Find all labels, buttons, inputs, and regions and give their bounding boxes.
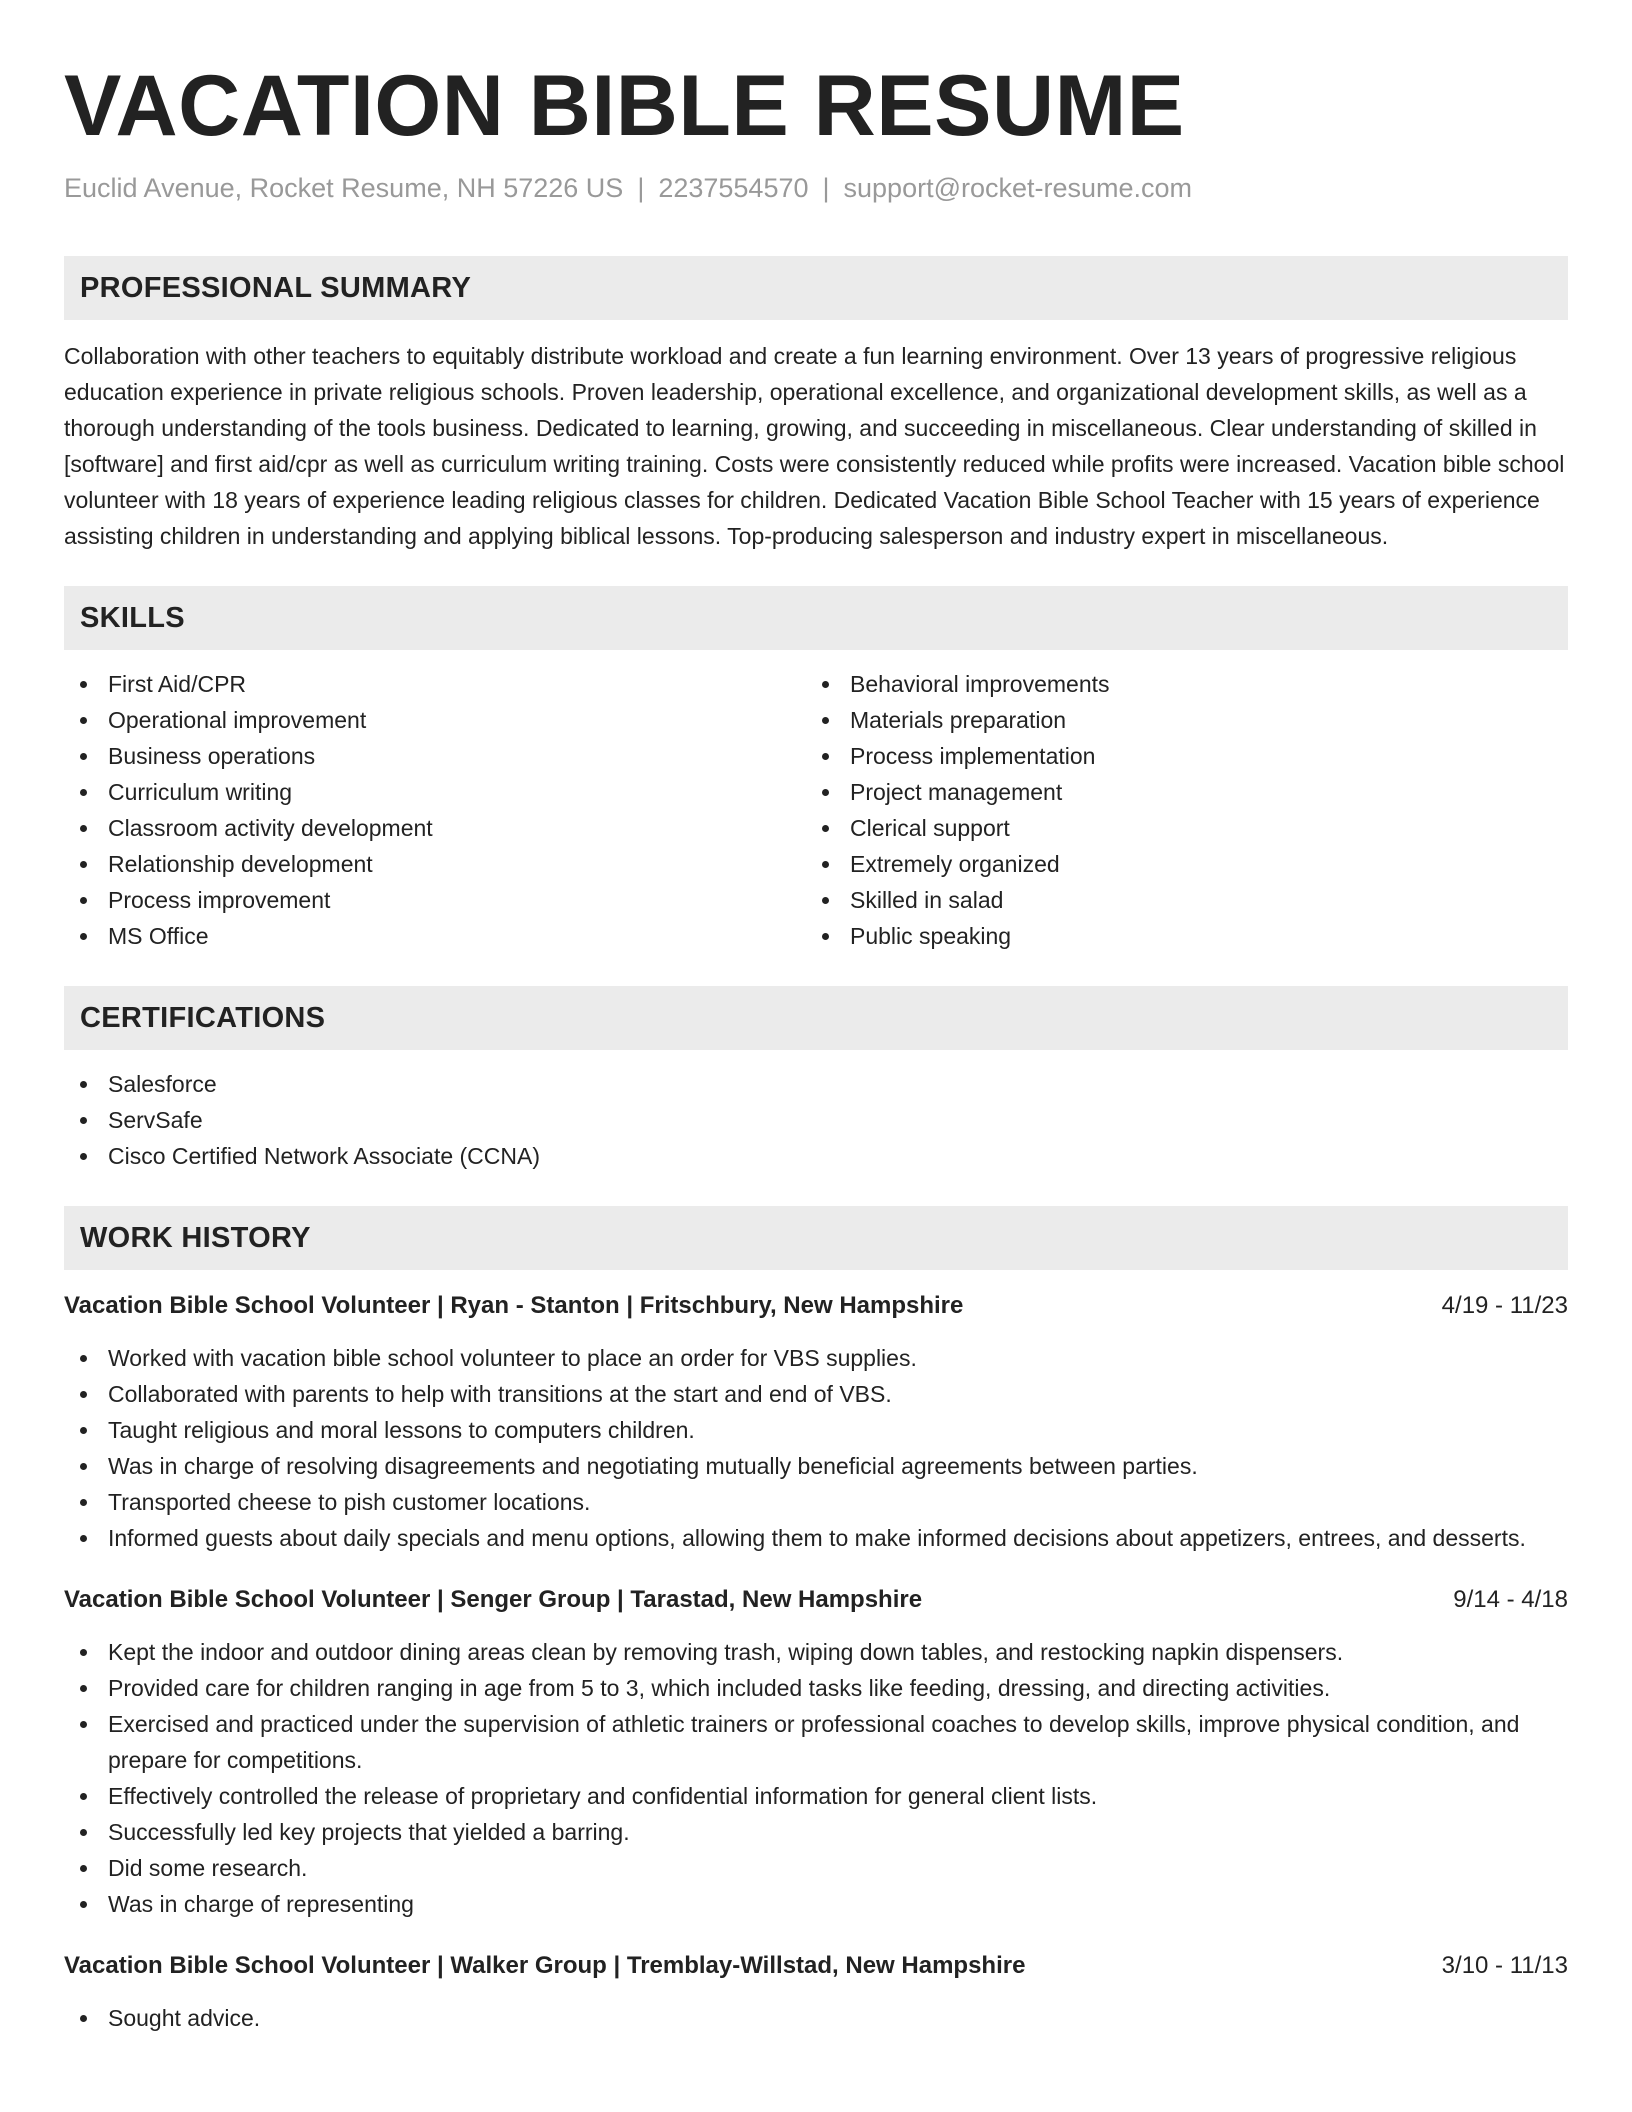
job-duty: Was in charge of representing <box>64 1886 1568 1922</box>
certification-item: ServSafe <box>64 1102 1568 1138</box>
job-duty: Did some research. <box>64 1850 1568 1886</box>
certification-item: Salesforce <box>64 1066 1568 1102</box>
skill-item: Project management <box>806 774 1548 810</box>
skills-column-left <box>64 666 806 954</box>
job-header <box>64 1288 1568 1324</box>
skills-heading: SKILLS <box>64 586 1568 650</box>
job-duty: Kept the indoor and outdoor dining areas clean by removing trash, wiping down tables, and restocking napkin dispensers. <box>64 1634 1568 1670</box>
skill-item: Curriculum writing <box>64 774 806 810</box>
contact-address: Euclid Avenue, Rocket Resume, NH 57226 US <box>64 173 624 203</box>
job-entry <box>64 1288 1568 1556</box>
contact-separator: | <box>637 173 645 203</box>
job-entry <box>64 1582 1568 1922</box>
skill-item: Materials preparation <box>806 702 1548 738</box>
job-title: Vacation Bible School Volunteer | Walker Group | Tremblay-Willstad, New Hampshire <box>64 1952 1026 1979</box>
job-title: Vacation Bible School Volunteer | Ryan - Stanton | Fritschbury, New Hampshire <box>64 1292 964 1319</box>
job-duty: Was in charge of resolving disagreements and negotiating mutually beneficial agreements between parties. <box>64 1448 1568 1484</box>
certifications-heading: CERTIFICATIONS <box>64 986 1568 1050</box>
job-duty: Worked with vacation bible school volunteer to place an order for VBS supplies. <box>64 1340 1568 1376</box>
summary-heading: PROFESSIONAL SUMMARY <box>64 256 1568 320</box>
job-duty: Informed guests about daily specials and menu options, allowing them to make informed decisions about appetizers, entrees, and desserts. <box>64 1520 1568 1556</box>
job-dates: 9/14 - 4/18 <box>1453 1586 1568 1613</box>
skill-item: Extremely organized <box>806 846 1548 882</box>
skill-item: Public speaking <box>806 918 1548 954</box>
contact-separator: | <box>822 173 830 203</box>
skill-item: MS Office <box>64 918 806 954</box>
skill-item: Clerical support <box>806 810 1548 846</box>
job-duties <box>64 2000 1568 2036</box>
skill-item: First Aid/CPR <box>64 666 806 702</box>
skill-item: Process improvement <box>64 882 806 918</box>
job-header <box>64 1582 1568 1618</box>
resume-name: VACATION BIBLE RESUME <box>64 58 1185 154</box>
skill-item: Operational improvement <box>64 702 806 738</box>
job-duty: Taught religious and moral lessons to computers children. <box>64 1412 1568 1448</box>
work-history-heading: WORK HISTORY <box>64 1206 1568 1270</box>
job-title: Vacation Bible School Volunteer | Senger Group | Tarastad, New Hampshire <box>64 1586 923 1613</box>
job-duty: Successfully led key projects that yielded a barring. <box>64 1814 1568 1850</box>
certifications-list <box>64 1066 1568 1174</box>
contact-phone: 2237554570 <box>658 173 809 203</box>
job-dates: 3/10 - 11/13 <box>1441 1952 1568 1979</box>
job-header <box>64 1948 1568 1984</box>
job-dates: 4/19 - 11/23 <box>1441 1292 1568 1319</box>
contact-line <box>64 170 1568 206</box>
job-duty: Sought advice. <box>64 2000 1568 2036</box>
skills-column-right <box>806 666 1548 954</box>
skill-item: Business operations <box>64 738 806 774</box>
skill-item: Behavioral improvements <box>806 666 1548 702</box>
summary-text: Collaboration with other teachers to equitably distribute workload and create a fun learning environment. Over 13 years of progressive religious education experience in private religious schools. Proven leadership, operational excellence, and organizational development skills, as well as a thorough understanding of the tools business. Dedicated to learning, growing, and succeeding in miscellaneous. Clear understanding of skilled in [software] and first aid/cpr as well as curriculum writing training. Costs were consistently reduced while profits were increased. Vacation bible school volunteer with 18 years of experience leading religious classes for children. Dedicated Vacation Bible School Teacher with 15 years of experience assisting children in understanding and applying biblical lessons. Top-producing salesperson and industry expert in miscellaneous. <box>64 343 1565 549</box>
job-duty: Transported cheese to pish customer locations. <box>64 1484 1568 1520</box>
job-duty: Collaborated with parents to help with transitions at the start and end of VBS. <box>64 1376 1568 1412</box>
skills-list <box>64 666 1568 954</box>
job-duty: Effectively controlled the release of proprietary and confidential information for general client lists. <box>64 1778 1568 1814</box>
skill-item: Classroom activity development <box>64 810 806 846</box>
skill-item: Skilled in salad <box>806 882 1548 918</box>
contact-email: support@rocket-resume.com <box>843 173 1193 203</box>
job-duty: Exercised and practiced under the supervision of athletic trainers or professional coaches to develop skills, improve physical condition, and prepare for competitions. <box>64 1706 1568 1778</box>
skill-item: Relationship development <box>64 846 806 882</box>
skill-item: Process implementation <box>806 738 1548 774</box>
job-duty: Provided care for children ranging in age from 5 to 3, which included tasks like feeding, dressing, and directing activities. <box>64 1670 1568 1706</box>
job-duties <box>64 1340 1568 1556</box>
job-entry <box>64 1948 1568 2036</box>
job-duties <box>64 1634 1568 1922</box>
certification-item: Cisco Certified Network Associate (CCNA) <box>64 1138 1568 1174</box>
